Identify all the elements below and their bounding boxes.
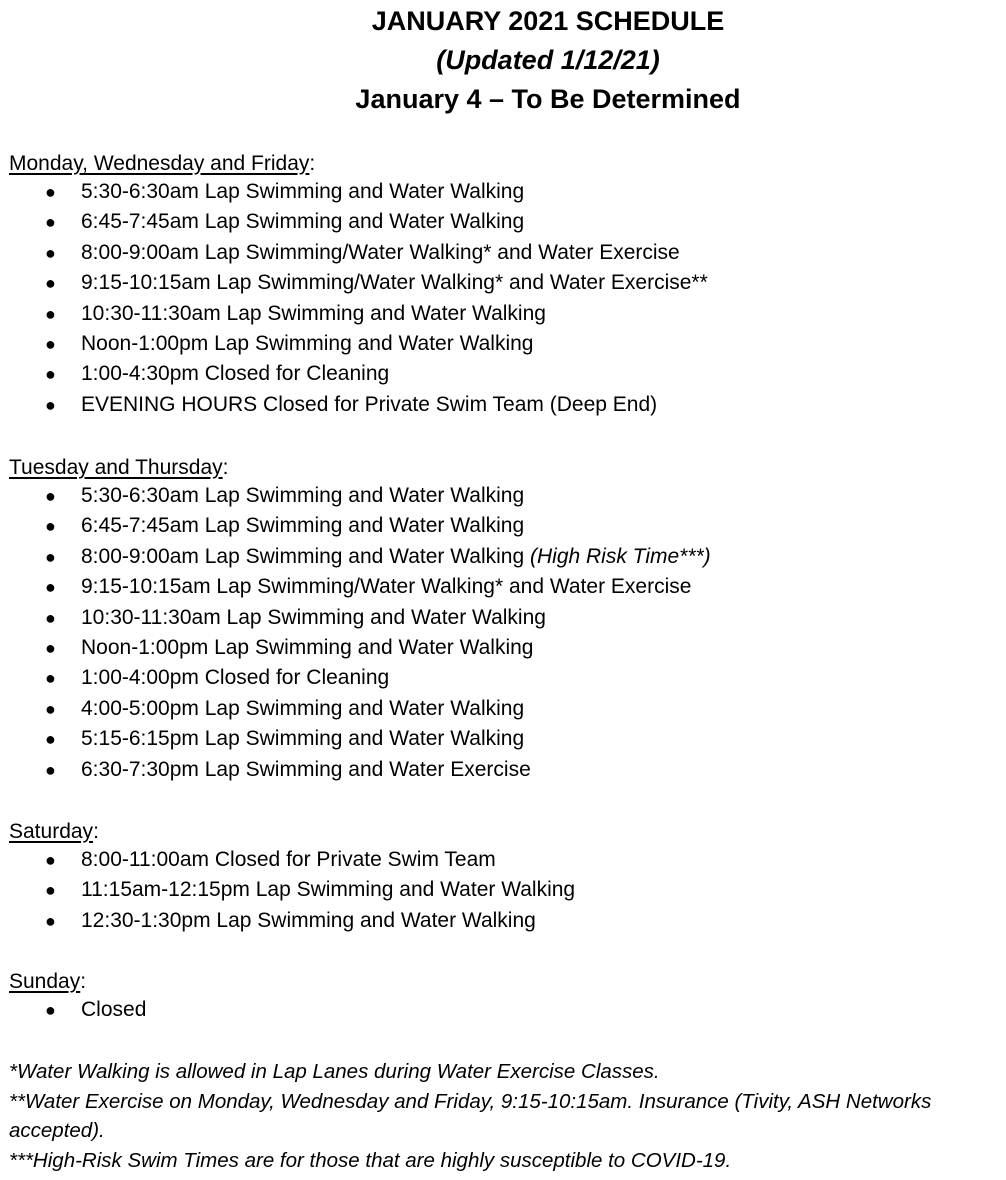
bullet-icon: ● <box>45 638 56 659</box>
list-item: ● 5:30-6:30am Lap Swimming and Water Walking <box>9 481 999 511</box>
bullet-icon: ● <box>45 546 56 567</box>
list-item: ● 10:30-11:30am Lap Swimming and Water Walking <box>9 603 999 633</box>
bullet-icon: ● <box>45 182 56 202</box>
list-item: ● 6:30-7:30pm Lap Swimming and Water Exercise <box>9 755 999 785</box>
bullet-icon: ● <box>45 394 56 415</box>
bullet-icon: ● <box>45 850 56 870</box>
high-risk-note: (High Risk Time***) <box>530 544 711 568</box>
schedule-list <box>9 177 999 420</box>
list-item: ● 5:15-6:15pm Lap Swimming and Water Walking <box>9 724 999 754</box>
bullet-icon: ● <box>45 607 56 628</box>
list-item: ● 6:45-7:45am Lap Swimming and Water Walking <box>9 207 999 237</box>
bullet-icon: ● <box>45 759 56 780</box>
bullet-icon: ● <box>45 486 56 506</box>
title-block <box>0 2 1006 119</box>
list-item: ● 10:30-11:30am Lap Swimming and Water Walking <box>9 299 999 329</box>
list-item: ● EVENING HOURS Closed for Private Swim Team (Deep End) <box>9 390 999 420</box>
footnote: **Water Exercise on Monday, Wednesday and Friday, 9:15-10:15am. Insurance (Tivity, ASH Networks accepted). <box>9 1089 932 1142</box>
schedule-list <box>9 845 999 936</box>
list-item: ● 8:00-11:00am Closed for Private Swim Team <box>9 845 999 875</box>
list-item: ● 9:15-10:15am Lap Swimming/Water Walking* and Water Exercise** <box>9 268 999 298</box>
section-tue-thu <box>9 455 999 785</box>
list-item: ● 8:00-9:00am Lap Swimming and Water Walking (High Risk Time***) <box>9 542 999 572</box>
schedule-list <box>9 481 999 785</box>
schedule-list <box>9 995 999 1025</box>
section-heading: Sunday: <box>9 970 87 993</box>
list-item: ● Noon-1:00pm Lap Swimming and Water Walking <box>9 329 999 359</box>
list-item: ● 4:00-5:00pm Lap Swimming and Water Walking <box>9 694 999 724</box>
bullet-icon: ● <box>45 242 56 263</box>
list-item: ● Closed <box>9 995 999 1025</box>
list-item: ● 1:00-4:00pm Closed for Cleaning <box>9 663 999 693</box>
bullet-icon: ● <box>45 668 56 689</box>
list-item: ● 8:00-9:00am Lap Swimming/Water Walking* and Water Exercise <box>9 238 999 268</box>
list-item: ● 6:45-7:45am Lap Swimming and Water Walking <box>9 511 999 541</box>
footnotes <box>9 1057 999 1175</box>
page-title: JANUARY 2021 SCHEDULE <box>371 6 725 36</box>
bullet-icon: ● <box>45 516 56 537</box>
bullet-icon: ● <box>45 1000 56 1020</box>
bullet-icon: ● <box>45 729 56 750</box>
bullet-icon: ● <box>45 212 56 233</box>
list-item: ● 5:30-6:30am Lap Swimming and Water Walking <box>9 177 999 207</box>
bullet-icon: ● <box>45 364 56 385</box>
list-item: ● 1:00-4:30pm Closed for Cleaning <box>9 359 999 389</box>
bullet-icon: ● <box>45 303 56 324</box>
bullet-icon: ● <box>45 910 56 931</box>
section-heading: Tuesday and Thursday: <box>9 456 229 479</box>
bullet-icon: ● <box>45 334 56 355</box>
bullet-icon: ● <box>45 273 56 294</box>
section-heading: Saturday: <box>9 820 99 843</box>
list-item: ● 12:30-1:30pm Lap Swimming and Water Walking <box>9 906 999 936</box>
section-heading: Monday, Wednesday and Friday: <box>9 152 316 175</box>
footnote: ***High-Risk Swim Times are for those that are highly susceptible to COVID-19. <box>9 1148 732 1172</box>
bullet-icon: ● <box>45 698 56 719</box>
footnote: *Water Walking is allowed in Lap Lanes during Water Exercise Classes. <box>9 1060 660 1083</box>
list-item: ● Noon-1:00pm Lap Swimming and Water Walking <box>9 633 999 663</box>
section-mon-wed-fri <box>9 151 999 420</box>
bullet-icon: ● <box>45 880 56 901</box>
list-item: ● 11:15am-12:15pm Lap Swimming and Water Walking <box>9 875 999 905</box>
list-item: ● 9:15-10:15am Lap Swimming/Water Walking* and Water Exercise <box>9 572 999 602</box>
section-saturday <box>9 819 999 936</box>
section-sunday <box>9 969 999 1025</box>
page-subtitle: January 4 – To Be Determined <box>355 84 741 114</box>
bullet-icon: ● <box>45 577 56 598</box>
updated-date: (Updated 1/12/21) <box>436 45 660 75</box>
